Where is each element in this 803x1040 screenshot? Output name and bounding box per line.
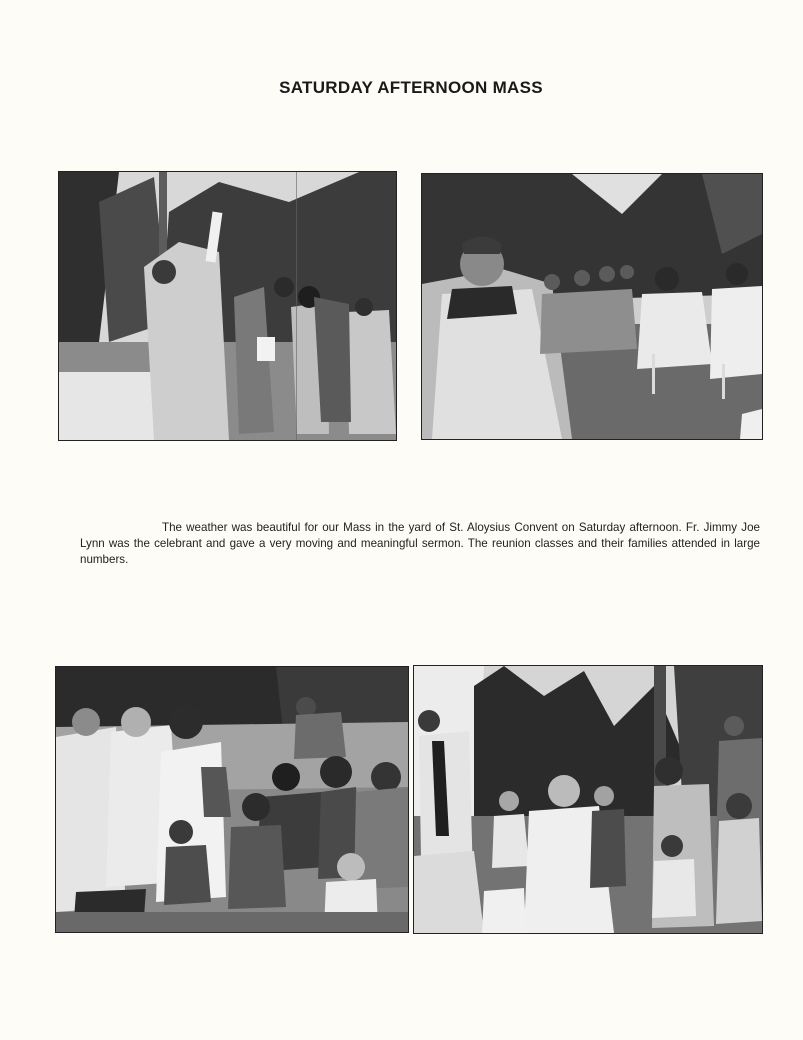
photo-children-circle [413, 665, 763, 934]
photo-seated-congregation [421, 173, 763, 440]
caption-paragraph [80, 520, 760, 568]
photo-women-and-children [55, 666, 409, 933]
photo-priest-raising-book [58, 171, 397, 441]
caption-text: The weather was beautiful for our Mass in the yard of St. Aloysius Convent on Saturday afternoon. Fr. Jimmy Joe Lynn was the celebrant and gave a very moving and meaningful sermon. The reunion classes and their families attended in large numbers. [80, 521, 760, 566]
page-title: SATURDAY AFTERNOON MASS [279, 78, 543, 97]
